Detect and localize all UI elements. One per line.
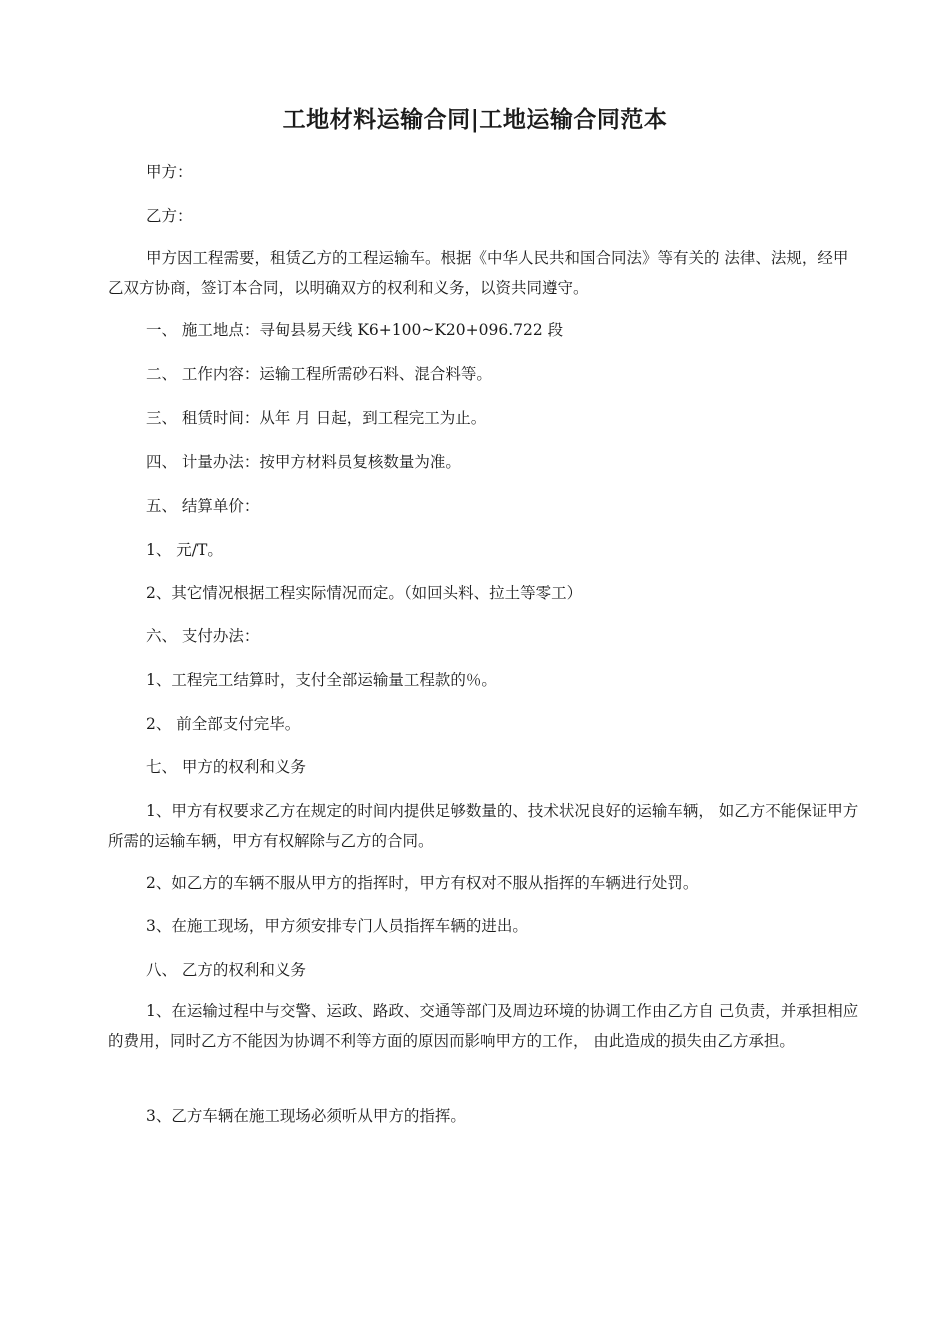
clause-8-party-b: 八、 乙方的权利和义务 bbox=[146, 961, 306, 979]
clause-5-item-1: 1、 元/T。 bbox=[146, 541, 223, 559]
clause-4-measurement: 四、 计量办法：按甲方材料员复核数量为准。 bbox=[146, 453, 461, 471]
party-b-line: 乙方： bbox=[146, 207, 193, 225]
party-a-line: 甲方： bbox=[146, 163, 193, 181]
clause-1-site: 一、 施工地点：寻甸县易天线 K6+100~K20+096.722 段 bbox=[146, 321, 564, 339]
clause-6-payment: 六、 支付办法： bbox=[146, 627, 260, 645]
clause-7-item-1: 1、甲方有权要求乙方在规定的时间内提供足够数量的、技术状况良好的运输车辆， 如乙方不能保证甲方所需的运输车辆，甲方有权解除与乙方的合同。 bbox=[108, 802, 859, 850]
clause-8-item-3: 3、乙方车辆在施工现场必须听从甲方的指挥。 bbox=[146, 1107, 466, 1125]
clause-8-item-1: 1、在运输过程中与交警、运政、路政、交通等部门及周边环境的协调工作由乙方自 己负责，并承担相应的费用，同时乙方不能因为协调不利等方面的原因而影响甲方的工作， 由此造成的损失由乙方承担。 bbox=[108, 1002, 859, 1050]
clause-7-item-3: 3、在施工现场，甲方须安排专门人员指挥车辆的进出。 bbox=[146, 917, 528, 935]
clause-7-item-2: 2、如乙方的车辆不服从甲方的指挥时，甲方有权对不服从指挥的车辆进行处罚。 bbox=[146, 874, 699, 892]
clause-6-item-1: 1、工程完工结算时，支付全部运输量工程款的％。 bbox=[146, 671, 497, 689]
clause-7-party-a: 七、 甲方的权利和义务 bbox=[146, 758, 306, 776]
preamble-paragraph: 甲方因工程需要，租赁乙方的工程运输车。根据《中华人民共和国合同法》等有关的 法律、法规，经甲乙双方协商，签订本合同，以明确双方的权利和义务，以资共同遵守。 bbox=[108, 249, 849, 297]
clause-5-item-2: 2、其它情况根据工程实际情况而定。（如回头料、拉土等零工） bbox=[146, 584, 583, 602]
clause-6-item-2: 2、 前全部支付完毕。 bbox=[146, 715, 301, 733]
document-title: 工地材料运输合同|工地运输合同范本 bbox=[282, 106, 668, 133]
clause-5-unit-price: 五、 结算单价： bbox=[146, 497, 260, 515]
clause-2-content: 二、 工作内容：运输工程所需砂石料、混合料等。 bbox=[146, 365, 492, 383]
clause-3-period: 三、 租赁时间：从年 月 日起，到工程完工为止。 bbox=[146, 409, 487, 427]
